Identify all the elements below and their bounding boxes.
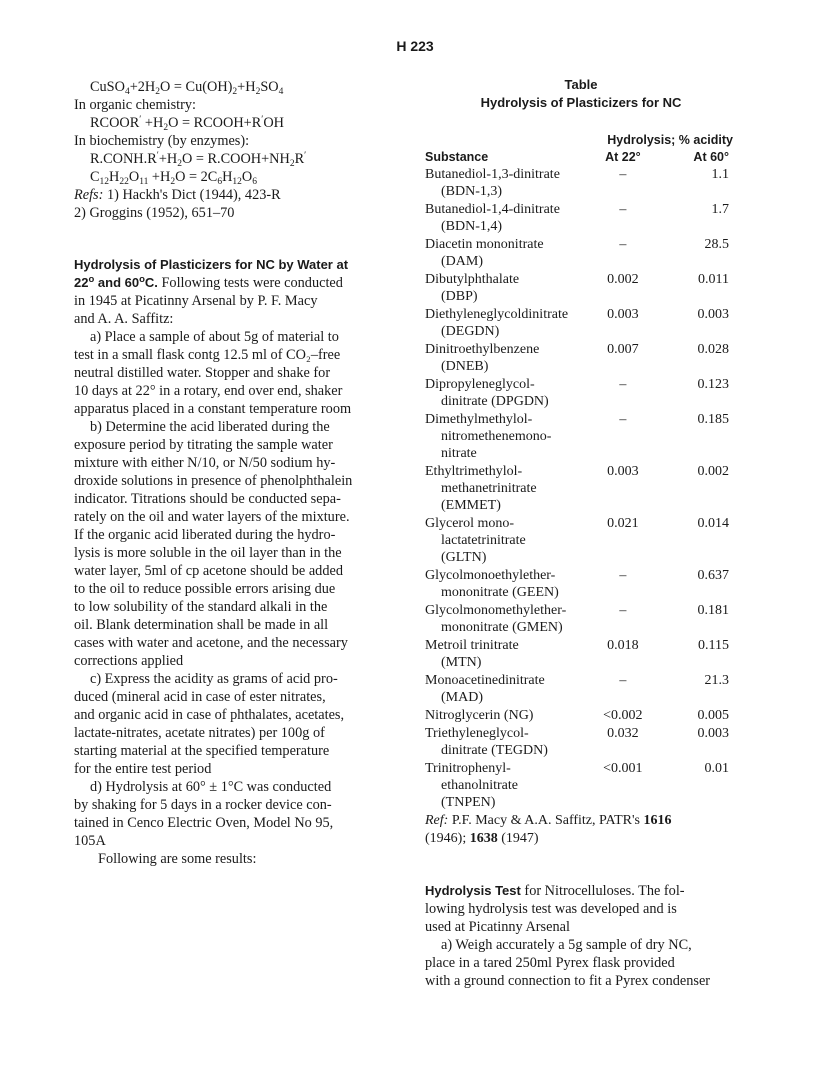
substance-name-line: Dipropyleneglycol- [425, 377, 535, 392]
substance-name-line: (DEGDN) [441, 324, 500, 339]
nc-section-heading: Hydrolysis Test for Nitrocelluloses. The fol- [425, 883, 685, 899]
paragraph-line: starting material at the specified temperature [74, 743, 330, 759]
paragraph-line: lactate-nitrates, acetate nitrates) per 100g of [74, 725, 325, 741]
substance-name-line: Dibutylphthalate [425, 272, 520, 287]
paragraph-line: apparatus placed in a constant temperature room [74, 401, 352, 417]
substance-name-line: Butanediol-1,4-dinitrate [425, 202, 560, 217]
paragraph-line: a) Place a sample of about 5g of material to [90, 329, 339, 345]
ref-2: 2) Groggins (1952), 651–70 [74, 205, 235, 221]
paragraph-line: duced (mineral acid in case of ester nitrates, [74, 689, 326, 705]
table-label: Table [564, 77, 598, 92]
table-row [425, 411, 737, 463]
substance-name-line: lactatetrinitrate [441, 533, 526, 548]
paragraph-line: corrections applied [74, 653, 184, 669]
acidity-22-cell: – [619, 603, 627, 618]
acidity-60-cell: 0.115 [698, 638, 729, 653]
header-substance: Substance [425, 150, 489, 164]
step-b-paragraph [74, 418, 396, 670]
substance-name-line: (BDN-1,4) [441, 219, 503, 234]
acidity-60-cell: 21.3 [704, 673, 729, 688]
paragraph-line: to low solubility of the standard alkali in the [74, 599, 328, 615]
paragraph-line: 10 days at 22° in a rotary, end over end, shaker [74, 383, 343, 399]
paragraph-line: by shaking for 5 days in a rocker device con- [74, 797, 332, 813]
substance-name-line: Triethyleneglycol- [425, 726, 529, 741]
acidity-22-cell: – [619, 167, 627, 182]
paragraph-line: neutral distilled water. Stopper and shake for [74, 365, 331, 381]
paragraph-line: oil. Blank determination shall be made in all [74, 617, 329, 633]
substance-cell [425, 411, 588, 463]
substance-name-line: mononitrate (GEEN) [441, 585, 559, 600]
paragraph-line: place in a tared 250ml Pyrex flask provided [425, 955, 675, 971]
acidity-60-cell: 0.014 [697, 516, 729, 531]
step-a-paragraph [74, 328, 396, 418]
page-number: H 223 [396, 38, 434, 54]
acidity-60-cell: 0.028 [697, 342, 729, 357]
substance-name-line: ethanolnitrate [441, 778, 518, 793]
left-column [74, 78, 396, 868]
paragraph-line: exposure period by titrating the sample water [74, 437, 333, 453]
substance-name-line: Butanediol-1,3-dinitrate [425, 167, 560, 182]
substance-cell [425, 672, 588, 707]
hydrolysis-table [425, 132, 737, 812]
substance-name-line: (MAD) [441, 690, 483, 705]
substance-name-line: Ethyltrimethylol- [425, 464, 523, 479]
table-row [425, 760, 737, 812]
header-at-60: At 60° [693, 150, 729, 164]
substance-name-line: Glycolmonoethylether- [425, 568, 556, 583]
substance-name-line: Dinitroethylbenzene [425, 342, 540, 357]
acidity-60-cell: 0.003 [697, 307, 729, 322]
substance-cell [425, 725, 588, 760]
table-row [425, 707, 737, 725]
equation-copper-sulfate: $CuSO_4+2H_2O = Cu(OH)_2+H_2SO_4$ [90, 79, 284, 97]
step-d-paragraph [74, 778, 396, 850]
equation-ester: RCOOR′ $+H_2O$ = RCOOH+R′OH [90, 115, 284, 133]
paragraph-line: If the organic acid liberated during the hydro- [74, 527, 336, 543]
substance-name-line: dinitrate (TEGDN) [441, 743, 548, 758]
following-results: Following are some results: [98, 851, 257, 867]
acidity-22-cell: 0.002 [607, 272, 639, 287]
substance-name-line: Nitroglycerin (NG) [425, 708, 534, 723]
paragraph-line: tained in Cenco Electric Oven, Model No 95, [74, 815, 334, 831]
section-heading-cont: 22$^o$ and 60$^o$C. Following tests were conducted [74, 274, 343, 291]
paragraph-line: d) Hydrolysis at 60° ± 1°C was conducted [90, 779, 332, 795]
acidity-60-cell: 0.005 [697, 708, 729, 723]
substance-cell [425, 567, 588, 602]
header-at-22: At 22° [605, 150, 641, 164]
acidity-22-cell: – [619, 673, 627, 688]
acidity-60-cell: 0.003 [697, 726, 729, 741]
acidity-60-cell: 0.123 [697, 377, 729, 392]
table-reference: Ref: P.F. Macy & A.A. Saffitz, PATR's 1616 [425, 813, 672, 828]
substance-name-line: (DNEB) [441, 359, 489, 374]
acidity-22-cell: 0.018 [607, 638, 639, 653]
substance-name-line: Monoacetinedinitrate [425, 673, 545, 688]
substance-name-line: (EMMET) [441, 498, 501, 513]
table-row [425, 672, 737, 707]
substance-name-line: dinitrate (DPGDN) [441, 394, 549, 409]
substance-cell [425, 236, 588, 271]
table-row [425, 166, 737, 201]
acidity-60-cell: 1.1 [711, 167, 729, 182]
section-heading: Hydrolysis of Plasticizers for NC by Water at [74, 257, 349, 272]
substance-cell [425, 463, 588, 515]
substance-cell [425, 602, 588, 637]
right-column [425, 76, 737, 990]
acidity-60-cell: 0.01 [704, 761, 729, 776]
acidity-60-cell: 0.637 [697, 568, 729, 583]
paragraph-line: droxide solutions in presence of phenolphthalein [74, 473, 353, 489]
substance-name-line: (DBP) [441, 289, 478, 304]
ref-1: 1) Hackh's Dict (1944), 423-R [103, 187, 281, 203]
table-row [425, 637, 737, 672]
acidity-22-cell: 0.007 [607, 342, 639, 357]
acidity-22-cell: – [619, 237, 627, 252]
acidity-60-cell: 1.7 [711, 202, 729, 217]
paragraph-line: rately on the oil and water layers of the mixture. [74, 509, 350, 525]
substance-cell [425, 271, 588, 306]
table-row [425, 602, 737, 637]
acidity-60-cell: 0.002 [697, 464, 729, 479]
paragraph-line: a) Weigh accurately a 5g sample of dry NC, [441, 937, 692, 953]
substance-cell [425, 166, 588, 201]
table-row [425, 376, 737, 411]
paragraph-line: lowing hydrolysis test was developed and is [425, 901, 677, 917]
equation-amide: $R.CONH.R'+H_2O$ = $R.COOH+NH_2R'$ [90, 151, 307, 169]
paragraph-line: used at Picatinny Arsenal [425, 919, 570, 935]
biochemistry-label: In biochemistry (by enzymes): [74, 133, 250, 149]
table-title: Hydrolysis of Plasticizers for NC [480, 95, 682, 110]
substance-name-line: mononitrate (GMEN) [441, 620, 563, 635]
organic-chemistry-label: In organic chemistry: [74, 97, 197, 113]
acidity-22-cell: – [619, 412, 627, 427]
substance-cell [425, 201, 588, 236]
table-row [425, 201, 737, 236]
paragraph-line: for the entire test period [74, 761, 212, 777]
substance-name-line: Trinitrophenyl- [425, 761, 511, 776]
table-header-group-row [425, 132, 737, 149]
acidity-22-cell: 0.003 [607, 307, 639, 322]
acidity-22-cell: – [619, 568, 627, 583]
refs-label: Refs: [74, 187, 104, 203]
table-body [425, 166, 737, 812]
acidity-22-cell: – [619, 202, 627, 217]
substance-name-line: Diacetin mononitrate [425, 237, 544, 252]
table-row [425, 341, 737, 376]
substance-name-line: Glycolmonomethylether- [425, 603, 567, 618]
substance-cell [425, 341, 588, 376]
substance-name-line: (MTN) [441, 655, 482, 670]
substance-name-line: Diethyleneglycoldinitrate [425, 307, 569, 322]
acidity-60-cell: 0.011 [698, 272, 729, 287]
acidity-60-cell: 0.181 [697, 603, 729, 618]
table-row [425, 725, 737, 760]
substance-name-line: (GLTN) [441, 550, 487, 565]
paragraph-line: test in a small flask contg 12.5 ml of CO₂–free [74, 347, 341, 363]
substance-name-line: (DAM) [441, 254, 483, 269]
acidity-60-cell: 0.185 [697, 412, 729, 427]
paragraph-line: lysis is more soluble in the oil layer than in the [74, 545, 342, 561]
substance-cell [425, 306, 588, 341]
acidity-22-cell: <0.001 [603, 761, 643, 776]
substance-name-line: Metroil trinitrate [425, 638, 519, 653]
table-reference-cont: (1946); 1638 (1947) [425, 831, 539, 846]
substance-name-line: Glycerol mono- [425, 516, 515, 531]
substance-cell [425, 637, 588, 672]
paragraph-line: in 1945 at Picatinny Arsenal by P. F. Macy [74, 293, 318, 309]
substance-cell [425, 707, 588, 725]
table-row [425, 236, 737, 271]
acidity-22-cell: <0.002 [603, 708, 643, 723]
paragraph-line: to the oil to reduce possible errors arising due [74, 581, 336, 597]
substance-name-line: nitromethenemono- [441, 429, 552, 444]
substance-name-line: (TNPEN) [441, 795, 496, 810]
paragraph-line: b) Determine the acid liberated during the [90, 419, 330, 435]
substance-cell [425, 760, 588, 812]
references [74, 186, 396, 204]
acidity-22-cell: 0.003 [607, 464, 639, 479]
table-header-row [425, 149, 737, 166]
substance-name-line: methanetrinitrate [441, 481, 537, 496]
paragraph-line: with a ground connection to fit a Pyrex condenser [425, 973, 711, 989]
table-row [425, 271, 737, 306]
substance-name-line: nitrate [441, 446, 477, 461]
acidity-22-cell: 0.032 [607, 726, 639, 741]
paragraph-line: water layer, 5ml of cp acetone should be added [74, 563, 343, 579]
table-row [425, 306, 737, 341]
table-row [425, 515, 737, 567]
substance-name-line: (BDN-1,3) [441, 184, 503, 199]
paragraph-line: mixture with either N/10, or N/50 sodium hy- [74, 455, 336, 471]
acidity-22-cell: 0.021 [607, 516, 639, 531]
paragraph-line: and A. A. Saffitz: [74, 311, 174, 327]
substance-cell [425, 376, 588, 411]
header-group: Hydrolysis; % acidity [607, 133, 733, 147]
paragraph-line: 105A [74, 833, 106, 849]
paragraph-line: c) Express the acidity as grams of acid pro- [90, 671, 338, 687]
paragraph-line: and organic acid in case of phthalates, acetates, [74, 707, 345, 723]
paragraph-line: indicator. Titrations should be conducted sepa- [74, 491, 341, 507]
table-row [425, 463, 737, 515]
paragraph-line: cases with water and acetone, and the necessary [74, 635, 348, 651]
acidity-60-cell: 28.5 [704, 237, 729, 252]
table-row [425, 567, 737, 602]
substance-cell [425, 515, 588, 567]
equation-sucrose: $C_{12}H_{22}O_{11} +H_2O = 2C_6H_{12}O_6$ [90, 169, 257, 187]
step-c-paragraph [74, 670, 396, 778]
substance-name-line: Dimethylmethylol- [425, 412, 533, 427]
acidity-22-cell: – [619, 377, 627, 392]
